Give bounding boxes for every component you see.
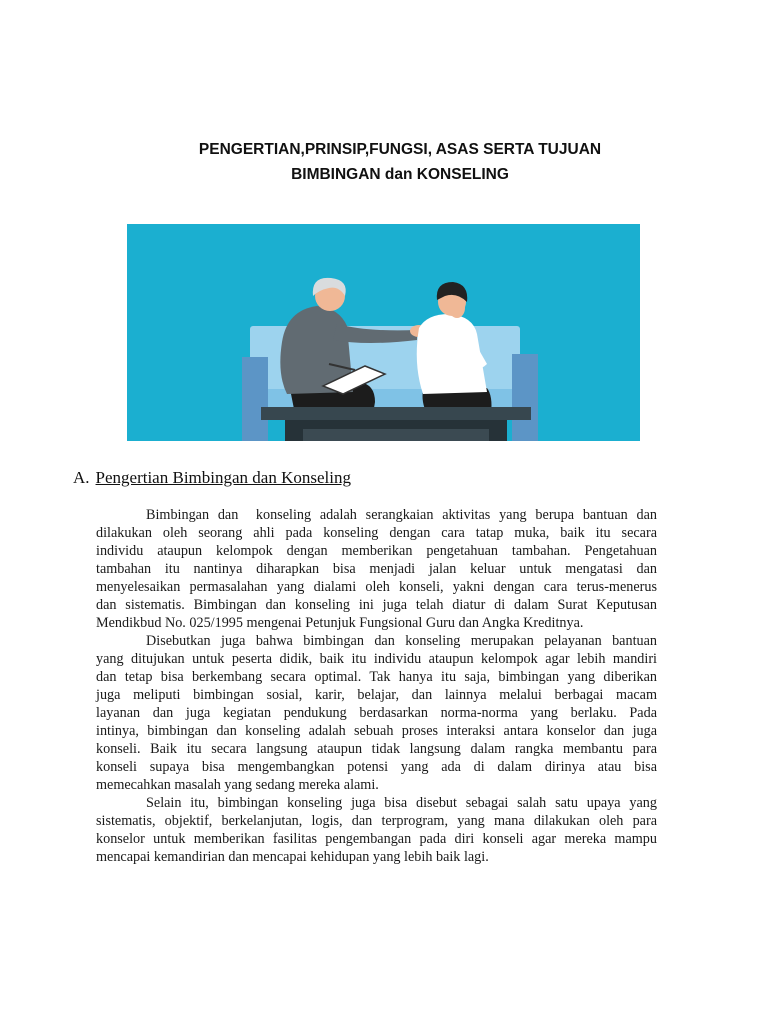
paragraph-2-line: dan tetap bisa berkembang secara optimal. Tak hanya itu saja, bimbingan yang diberikan bbox=[96, 669, 657, 685]
paragraph-2-line: intinya, bimbingan dan konseling adalah sebuah proses interaksi antara konselor dan juga bbox=[96, 723, 657, 739]
paragraph-2-line: yang ditujukan untuk peserta didik, baik itu individu ataupun kelompok agar lebih mandiri bbox=[96, 651, 657, 667]
paragraph-2-line: juga meliputi bimbingan sosial, karir, belajar, dan lainnya melalui berbagai macam bbox=[96, 687, 657, 703]
counseling-illustration bbox=[127, 224, 640, 441]
coffee-table-top bbox=[261, 407, 531, 420]
document-title-line-1: PENGERTIAN,PRINSIP,FUNGSI, ASAS SERTA TUJUAN bbox=[198, 141, 602, 158]
paragraph-3-line: konselor untuk memberikan fasilitas pengembangan pada diri konseli agar mereka mampu bbox=[96, 831, 657, 847]
paragraph-2-line: layanan dan juga kegiatan pendukung berdasarkan norma-norma yang berlaku. Pada bbox=[96, 705, 657, 721]
paragraph-1-line: dan sistematis. Bimbingan dan konseling ini juga telah diatur di dalam Surat Keputusan bbox=[96, 597, 657, 613]
section-heading bbox=[73, 468, 351, 488]
paragraph-3-line: mencapai kemandirian dan mencapai kehidupan yang lebih baik lagi. bbox=[96, 849, 489, 865]
paragraph-2-line: Disebutkan juga bahwa bimbingan dan konseling merupakan pelayanan bantuan bbox=[146, 633, 657, 649]
paragraph-2-line: konseli supaya bisa mengembangkan potensi yang ada di dalam dirinya atau bisa bbox=[96, 759, 657, 775]
paragraph-1-line: Bimbingan dan konseling adalah serangkaian aktivitas yang berupa bantuan dan bbox=[146, 507, 657, 523]
paragraph-1-line: menyelesaikan permasalahan yang dialami oleh konseli, yakni dengan cara terus-menerus bbox=[96, 579, 657, 595]
paragraph-2-line: konseli. Baik itu secara langsung ataupun tidak langsung dalam rangka membantu para bbox=[96, 741, 657, 757]
paragraph-2-line: memecahkan masalah yang sedang mereka alami. bbox=[96, 777, 379, 793]
sofa-right-arm bbox=[512, 354, 538, 441]
paragraph-1-line: individu ataupun kelompok dengan memberikan pengetahuan tambahan. Pengetahuan bbox=[96, 543, 657, 559]
paragraph-1-line: tambahan itu nantinya diharapkan bisa menjadi jalan keluar untuk mengatasi dan bbox=[96, 561, 657, 577]
paragraph-3-line: sistematis, objektif, berkelanjutan, logis, dan terprogram, yang mana dilakukan oleh para bbox=[96, 813, 657, 829]
sofa-left-arm bbox=[242, 357, 268, 441]
section-marker: A. bbox=[73, 468, 90, 487]
coffee-table-shelf bbox=[303, 429, 489, 441]
client-hand bbox=[449, 298, 465, 318]
section-heading-text: Pengertian Bimbingan dan Konseling bbox=[95, 468, 351, 487]
paragraph-1-line: Mendikbud No. 025/1995 mengenai Petunjuk Fungsional Guru dan Angka Kreditnya. bbox=[96, 615, 584, 631]
paragraph-3-line: Selain itu, bimbingan konseling juga bisa disebut sebagai salah satu upaya yang bbox=[146, 795, 657, 811]
document-title-line-2: BIMBINGAN dan KONSELING bbox=[291, 166, 509, 183]
paragraph-1-line: dilakukan oleh seorang ahli pada konseling dengan cara tatap muka, baik itu secara bbox=[96, 525, 657, 541]
coffee-table bbox=[261, 407, 531, 441]
